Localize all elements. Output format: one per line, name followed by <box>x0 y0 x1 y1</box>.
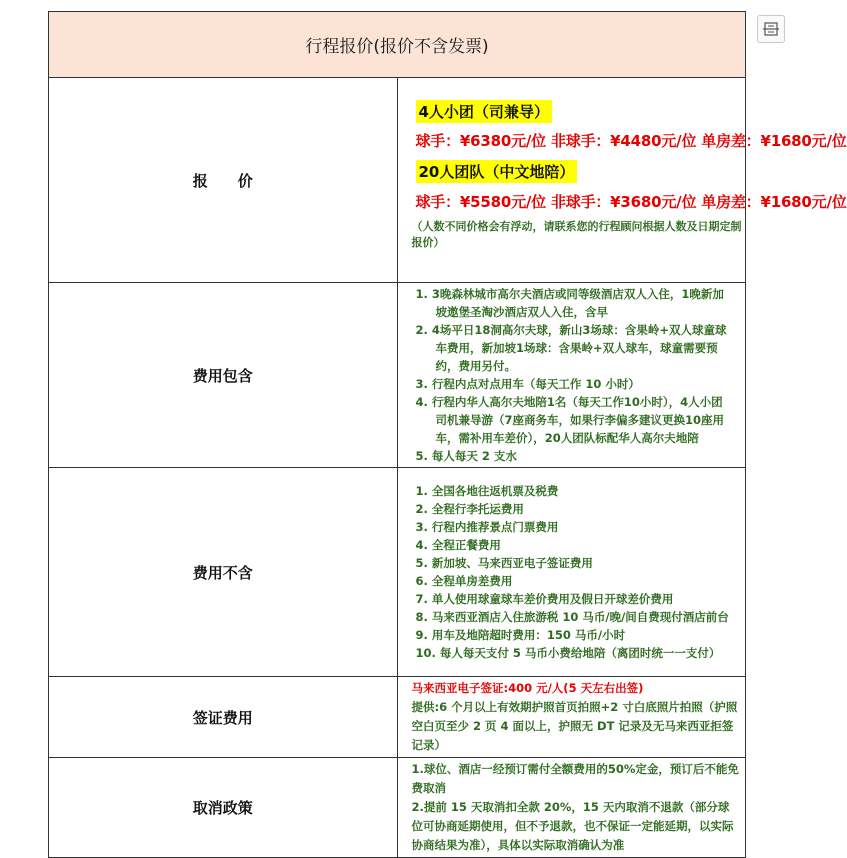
list-item: 4. 全程正餐费用 <box>415 538 501 552</box>
large-group-prices: 球手：¥5580元/位 非球手：¥3680元/位 单房差：¥1680元/位 <box>415 193 847 211</box>
visa-requirements: 提供:6 个月以上有效期护照首页拍照+2 寸白底照片拍照（护照空白页至少 2 页 4 面以上，护照无 DT 记录及无马来西亚拒签记录） <box>411 700 738 752</box>
list-item: 4. 行程内华人高尔夫地陪1名（每天工作10小时），4人小团司机兼导游（7座商务车，如果行李偏多建议更换10座用车，需补用车差价），20人团队标配华人高尔夫地陪 <box>415 395 725 445</box>
quote-content <box>397 78 847 283</box>
list-item: 7. 单人使用球童球车差价费用及假日开球差价费用 <box>415 592 674 606</box>
quote-label: 报 价 <box>49 78 398 283</box>
cancel-label: 取消政策 <box>49 758 398 858</box>
list-item: 2.提前 15 天取消扣全款 20%，15 天内取消不退款（部分球位可协商延期使用，但不予退款，也不保证一定能延期，以实际协商结果为准），具体以实际取消确认为准 <box>411 800 734 852</box>
page-title: 行程报价(报价不含发票) <box>49 12 746 78</box>
list-item: 8. 马来西亚酒店入住旅游税 10 马币/晚/间自费现付酒店前台 <box>415 610 729 624</box>
visa-label: 签证费用 <box>49 677 398 758</box>
quote-table <box>48 11 847 858</box>
list-item: 1. 全国各地往返机票及税费 <box>415 484 559 498</box>
list-item: 1. 3晚森林城市高尔夫酒店或同等级酒店双人入住，1晚新加坡遨堡圣淘沙酒店双人入住，含早 <box>415 287 724 319</box>
large-group-name: 20人团队（中文地陪） <box>416 160 578 183</box>
visa-content <box>397 677 746 758</box>
list-item: 3. 行程内点对点用车（每天工作 10 小时） <box>415 377 640 391</box>
list-item: 5. 新加坡、马来西亚电子签证费用 <box>415 556 593 570</box>
small-group-name: 4人小团（司兼导） <box>416 100 552 123</box>
included-label: 费用包含 <box>49 283 398 468</box>
excluded-list <box>397 468 746 677</box>
list-item: 1.球位、酒店一经预订需付全额费用的50%定金，预订后不能免费取消 <box>411 762 739 795</box>
list-item: 6. 全程单房差费用 <box>415 574 513 588</box>
scan-icon[interactable] <box>757 15 785 43</box>
list-item: 5. 每人每天 2 支水 <box>415 449 517 463</box>
cancel-policy <box>397 758 746 858</box>
quote-note: （人数不同价格会有浮动，请联系您的行程顾问根据人数及日期定制报价） <box>411 220 742 249</box>
included-list <box>397 283 746 468</box>
list-item: 2. 全程行李托运费用 <box>415 502 524 516</box>
visa-fee: 马来西亚电子签证:400 元/人(5 天左右出签) <box>411 681 644 695</box>
list-item: 9. 用车及地陪超时费用：150 马币/小时 <box>415 628 626 642</box>
list-item: 10. 每人每天支付 5 马币小费给地陪（离团时统一一支付） <box>415 646 721 660</box>
excluded-label: 费用不含 <box>49 468 398 677</box>
list-item: 3. 行程内推荐景点门票费用 <box>415 520 559 534</box>
small-group-prices: 球手：¥6380元/位 非球手：¥4480元/位 单房差：¥1680元/位 <box>415 132 847 150</box>
list-item: 2. 4场平日18洞高尔夫球，新山3场球：含果岭+双人球童球车费用，新加坡1场球：含果岭+双人球车，球童需要预约，费用另付。 <box>415 323 727 373</box>
